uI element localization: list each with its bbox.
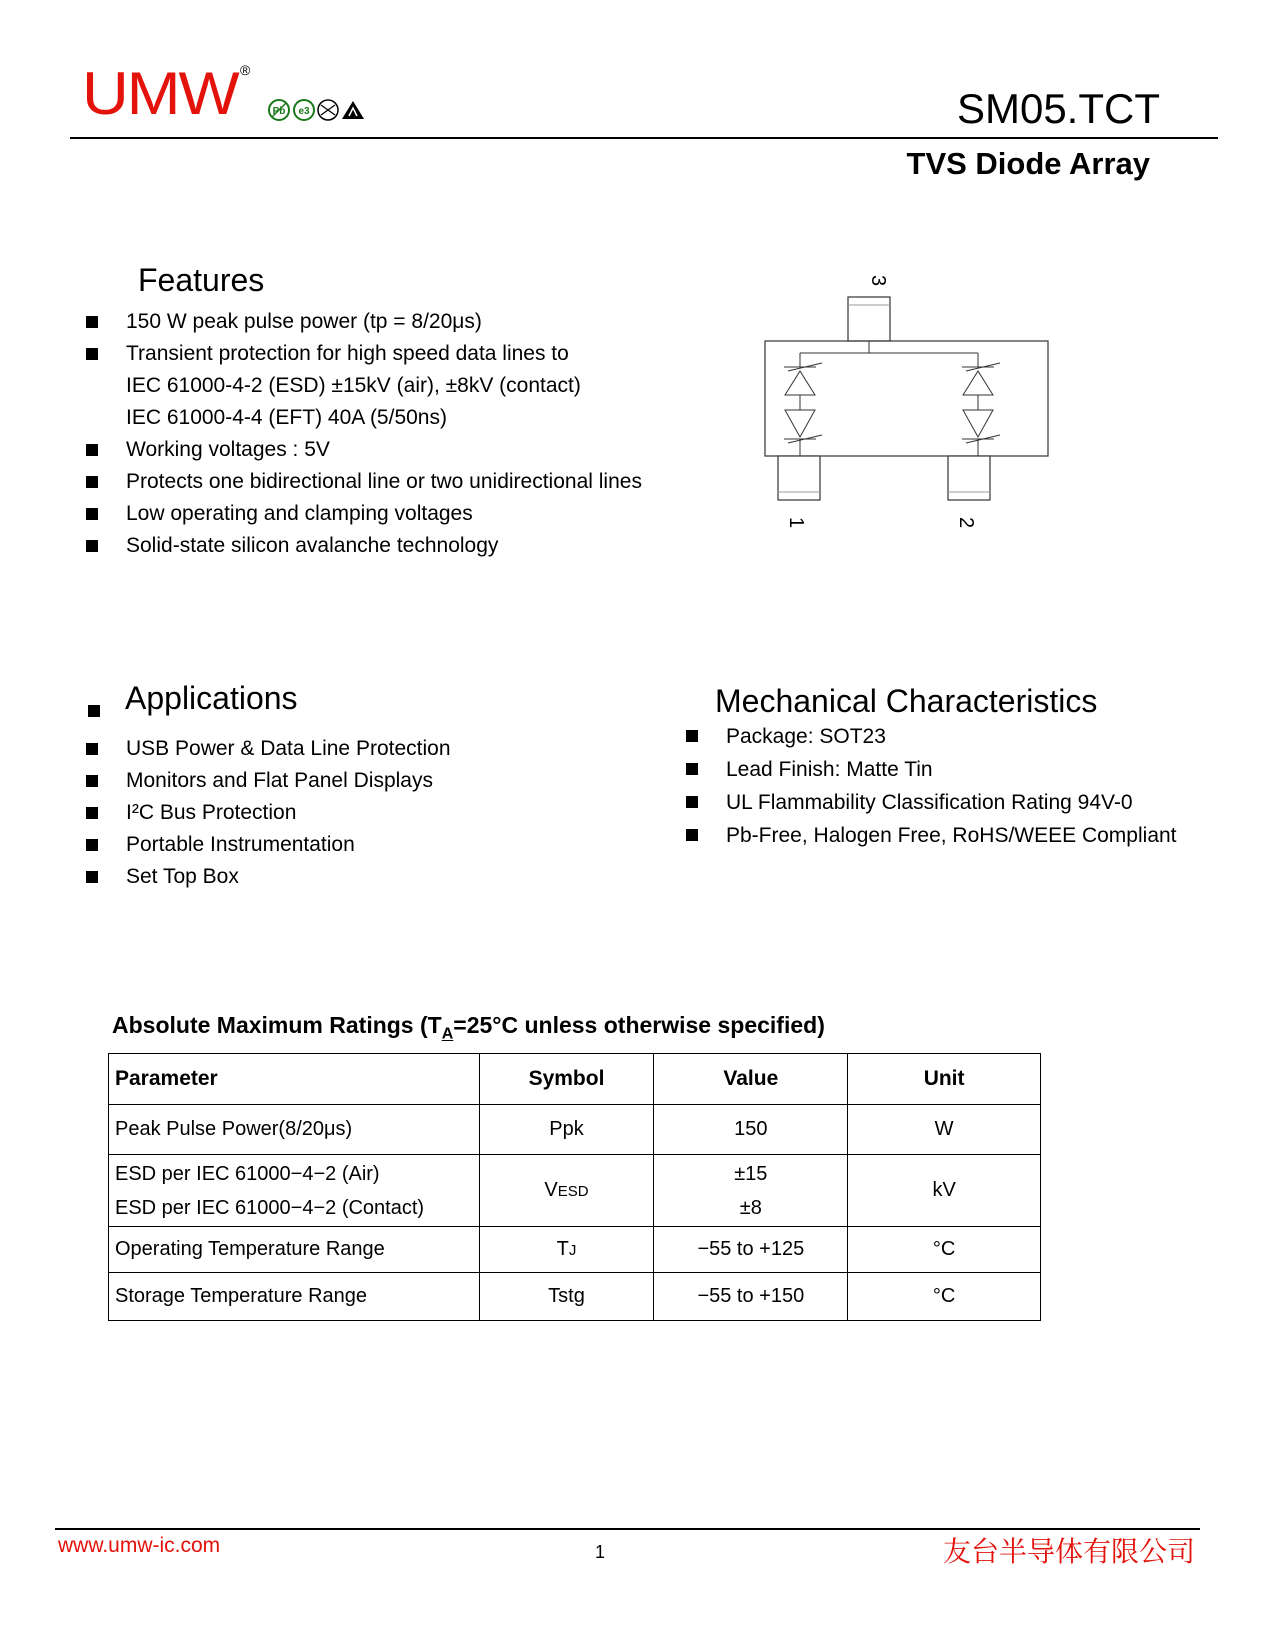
mechanical-list	[686, 720, 1177, 852]
bullet-icon	[86, 476, 98, 488]
bullet-icon	[686, 763, 698, 775]
table-row	[109, 1105, 1041, 1155]
symbol-cell: TJ	[479, 1227, 654, 1273]
list-item: Package: SOT23	[686, 720, 1177, 753]
header-unit: Unit	[848, 1054, 1041, 1105]
applications-heading: Applications	[125, 680, 298, 716]
list-item-continuation: IEC 61000-4-4 (EFT) 40A (5/50ns)	[126, 406, 447, 429]
value-cell: 150	[654, 1105, 848, 1155]
company-name-cn: 友台半导体有限公司	[942, 1535, 1195, 1568]
bullet-icon	[686, 730, 698, 742]
bullet-icon	[686, 796, 698, 808]
esd-caution-icon	[342, 101, 364, 119]
table-row	[109, 1155, 1041, 1227]
tvs-diode-left	[784, 363, 822, 456]
list-item: Working voltages : 5V	[86, 434, 642, 466]
bullet-icon	[86, 316, 98, 328]
unit-cell: °C	[848, 1227, 1041, 1273]
pin-1-label: 1	[785, 517, 807, 529]
halogen-free-icon	[318, 100, 338, 120]
pin-2-label: 2	[955, 517, 977, 529]
table-header-row	[109, 1054, 1041, 1105]
bullet-icon	[86, 444, 98, 456]
list-item: Transient protection for high speed data lines to	[86, 338, 642, 370]
applications-list	[86, 733, 451, 893]
brand-logo: UMW	[82, 60, 238, 127]
certification-icons	[268, 98, 368, 127]
list-item: I²C Bus Protection	[86, 797, 451, 829]
unit-cell: °C	[848, 1273, 1041, 1321]
value-cell: ±15 ±8	[654, 1155, 848, 1227]
bullet-icon	[86, 807, 98, 819]
product-subtitle: TVS Diode Array	[906, 146, 1150, 181]
param-cell: ESD per IEC 61000−4−2 (Air) ESD per IEC 61000−4−2 (Contact)	[109, 1155, 480, 1227]
value-cell: −55 to +150	[654, 1273, 848, 1321]
e3-label: e3	[298, 106, 310, 117]
pb-label: Pb	[272, 106, 286, 117]
list-item: Pb-Free, Halogen Free, RoHS/WEEE Compliant	[686, 819, 1177, 852]
header-symbol: Symbol	[479, 1054, 654, 1105]
param-cell: Peak Pulse Power(8/20μs)	[109, 1105, 480, 1155]
header-value: Value	[654, 1054, 848, 1105]
list-item: Monitors and Flat Panel Displays	[86, 765, 451, 797]
list-item: 150 W peak pulse power (tp = 8/20μs)	[86, 306, 642, 338]
unit-cell: kV	[848, 1155, 1041, 1227]
page-number: 1	[595, 1542, 606, 1562]
table-row	[109, 1227, 1041, 1273]
pb-free-icon	[269, 100, 289, 120]
list-item: Protects one bidirectional line or two unidirectional lines	[86, 466, 642, 498]
bullet-icon	[86, 839, 98, 851]
symbol-cell: Ppk	[479, 1105, 654, 1155]
bullet-icon	[86, 871, 98, 883]
tvs-diode-right	[962, 363, 1000, 456]
list-item: Portable Instrumentation	[86, 829, 451, 861]
bullet-icon	[86, 775, 98, 787]
bullet-icon	[88, 705, 100, 717]
part-number: SM05.TCT	[956, 85, 1160, 132]
bullet-icon	[86, 743, 98, 755]
list-item: Lead Finish: Matte Tin	[686, 753, 1177, 786]
sot23-diagram	[740, 255, 1060, 550]
ratings-title: Absolute Maximum Ratings ($T_A=25^\circ C$ unless otherwise specified)	[112, 1012, 825, 1043]
header-parameter: Parameter	[109, 1054, 480, 1105]
list-item: UL Flammability Classification Rating 94V-0	[686, 786, 1177, 819]
registered-mark: ®	[240, 62, 251, 78]
list-item: Solid-state silicon avalanche technology	[86, 530, 642, 562]
param-cell: Operating Temperature Range	[109, 1227, 480, 1273]
list-item: USB Power & Data Line Protection	[86, 733, 451, 765]
value-cell: −55 to +125	[654, 1227, 848, 1273]
unit-cell: W	[848, 1105, 1041, 1155]
features-list	[86, 306, 642, 562]
table-row	[109, 1273, 1041, 1321]
bullet-icon	[86, 540, 98, 552]
pin-3-label: 3	[867, 275, 889, 287]
ratings-table	[108, 1053, 1041, 1321]
symbol-cell: VESD	[479, 1155, 654, 1227]
e3-icon	[294, 100, 314, 120]
bullet-icon	[86, 508, 98, 520]
param-cell: Storage Temperature Range	[109, 1273, 480, 1321]
list-item-continuation: IEC 61000-4-2 (ESD) ±15kV (air), ±8kV (contact)	[126, 374, 581, 397]
list-item: Set Top Box	[86, 861, 451, 893]
symbol-cell: Tstg	[479, 1273, 654, 1321]
features-heading: Features	[138, 262, 265, 298]
website-link[interactable]: www.umw-ic.com	[58, 1534, 221, 1557]
bullet-icon	[86, 348, 98, 360]
bullet-icon	[686, 829, 698, 841]
header-divider	[70, 137, 1218, 139]
list-item: Low operating and clamping voltages	[86, 498, 642, 530]
mechanical-heading: Mechanical Characteristics	[715, 683, 1098, 719]
